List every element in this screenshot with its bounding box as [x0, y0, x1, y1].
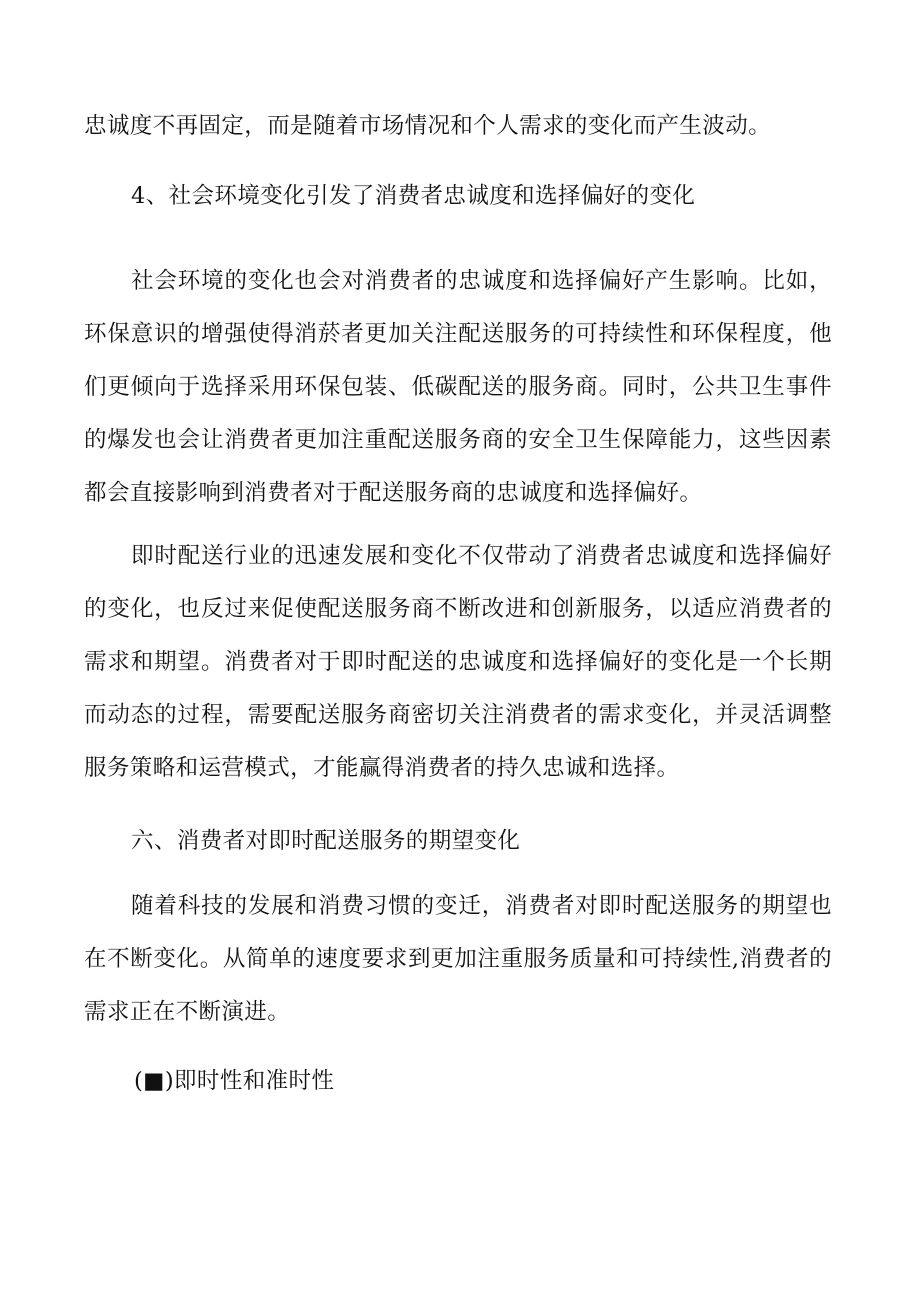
paragraph-line: 们更倾向于选择采用环保包装、低碳配送的服务商。同时，公共卫生事件	[84, 374, 832, 400]
paragraph-line: 的变化，也反过来促使配送服务商不断改进和创新服务，以适应消费者的	[84, 596, 832, 622]
paragraph-line: 都会直接影响到消费者对于配送服务商的忠诚度和选择偏好。	[84, 480, 703, 506]
paragraph-expectation-changes	[84, 880, 832, 1039]
paragraph-line: 服务策略和运营模式，才能赢得消费者的持久忠诚和选择。	[84, 755, 680, 781]
section-heading-6	[84, 815, 832, 868]
paragraph-line: 的爆发也会让消费者更加注重配送服务商的安全卫生保障能力，这些因素	[84, 427, 832, 453]
paragraph-line: 即时配送行业的迅速发展和变化不仅带动了消费者忠诚度和选择偏好	[131, 543, 832, 569]
subsection-heading-1	[84, 1055, 832, 1108]
paragraph-line: 社会环境的变化也会对消费者的忠诚度和选择偏好产生影响。比如，	[131, 268, 832, 294]
paragraph-continuation	[84, 100, 832, 153]
paragraph-social-environment	[84, 255, 832, 520]
paragraph-line: 随着科技的发展和消费习惯的变迁，消费者对即时配送服务的期望也	[131, 893, 832, 919]
paragraph-line: 需求正在不断演进。	[84, 999, 291, 1025]
paragraph-line: 环保意识的增强使得消菸者更加关注配送服务的可持续性和环保程度，他	[84, 321, 832, 347]
paragraph-line: 而动态的过程，需要配送服务商密切关注消费者的需求变化，并灵活调整	[84, 702, 832, 728]
paragraph-line: 忠诚度不再固定，而是随着市场情况和个人需求的变化而产生波动。	[84, 113, 772, 139]
section-heading-4	[84, 170, 832, 223]
subheading-text: (■)即时性和准时性	[134, 1068, 335, 1094]
paragraph-line: 需求和期望。消费者对于即时配送的忠诚度和选择偏好的变化是一个长期	[84, 649, 832, 675]
paragraph-line: 在不断变化。从简单的速度要求到更加注重服务质量和可持续性,消费者的	[84, 946, 832, 972]
heading-text: 六、消费者对即时配送服务的期望变化	[131, 828, 521, 854]
paragraph-industry-development	[84, 530, 832, 795]
heading-text: 4、社会环境变化引发了消费者忠诚度和选择偏好的变化	[131, 183, 696, 209]
